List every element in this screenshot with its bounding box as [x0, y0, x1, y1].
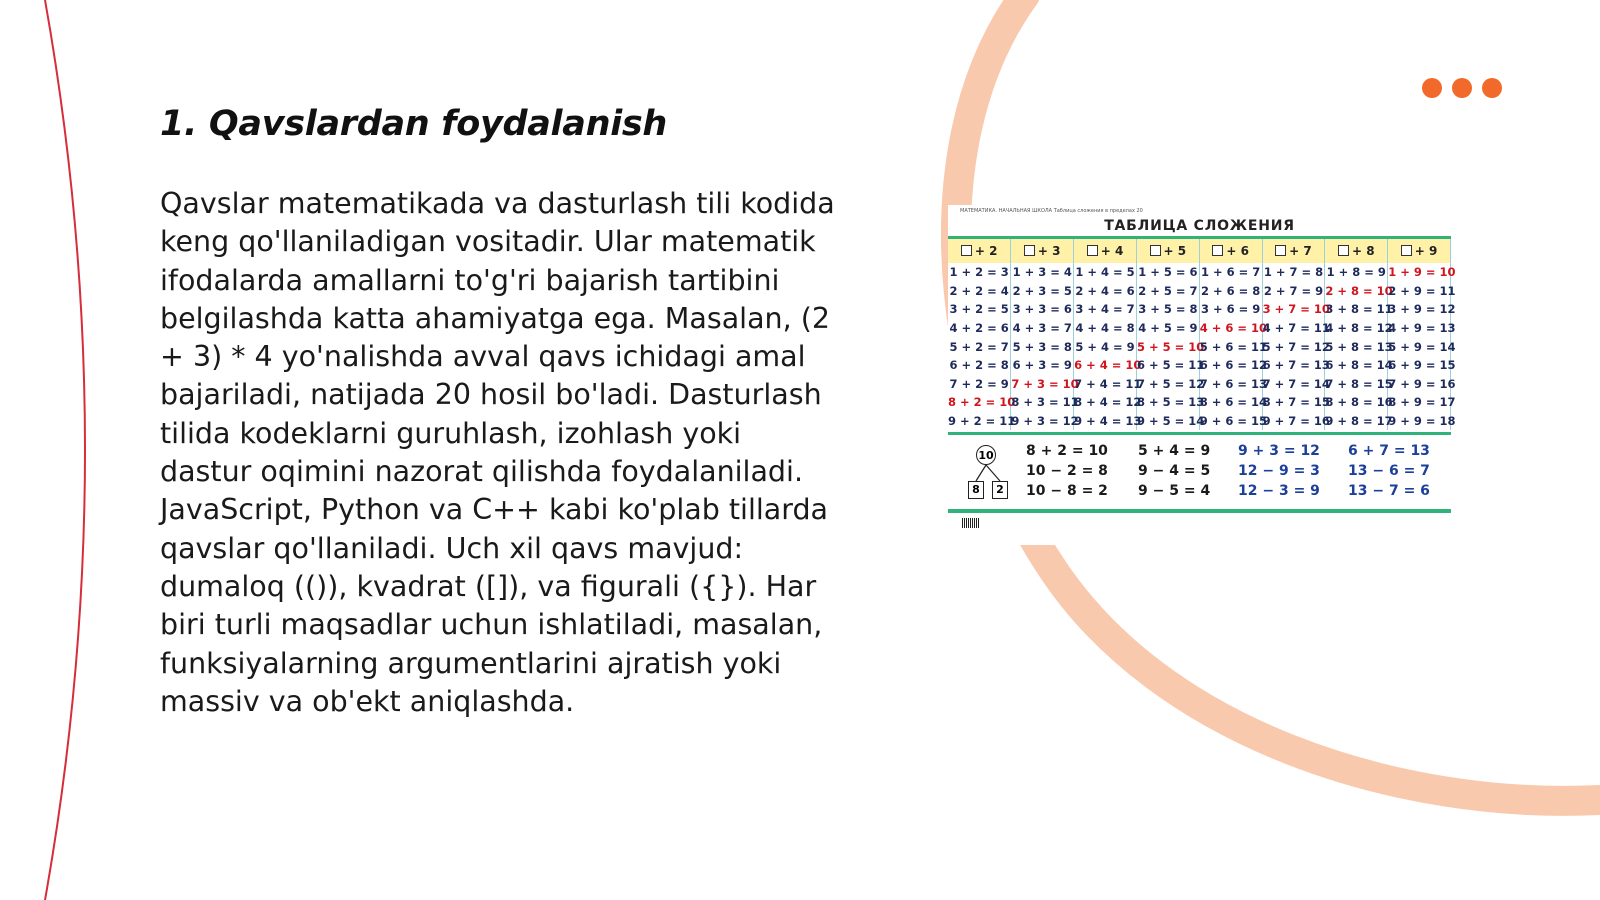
checkbox-square-icon	[1338, 245, 1349, 256]
column-header: + 4	[1074, 238, 1137, 264]
orange-dot	[1452, 78, 1472, 98]
poster-title: ТАБЛИЦА СЛОЖЕНИЯ	[1104, 218, 1295, 234]
table-cell: 5 + 2 = 7	[948, 337, 1011, 356]
checkbox-square-icon	[1087, 245, 1098, 256]
tree-top-number: 10	[976, 445, 996, 465]
tree-left-number: 8	[968, 481, 984, 499]
left-accent-line	[45, 0, 85, 900]
number-tree	[956, 443, 1012, 503]
example-equation: 12 − 3 = 9	[1238, 483, 1320, 500]
table-cell: 2 + 9 = 11	[1388, 282, 1451, 301]
table-cell: 6 + 2 = 8	[948, 356, 1011, 375]
table-cell: 4 + 6 = 10	[1199, 319, 1262, 338]
example-equation: 13 − 6 = 7	[1348, 463, 1430, 480]
table-cell: 3 + 2 = 5	[948, 300, 1011, 319]
poster-footer	[948, 513, 1451, 529]
table-cell: 8 + 7 = 15	[1262, 393, 1325, 412]
table-cell: 5 + 4 = 9	[1074, 337, 1137, 356]
poster-header-small: МАТЕМАТИКА. НАЧАЛЬНАЯ ШКОЛА Таблица сложения в пределах 20	[960, 208, 1143, 214]
table-cell: 6 + 8 = 14	[1325, 356, 1388, 375]
table-cell: 1 + 7 = 8	[1262, 263, 1325, 282]
table-cell: 1 + 3 = 4	[1011, 263, 1074, 282]
table-cell: 1 + 9 = 10	[1388, 263, 1451, 282]
table-row	[948, 319, 1451, 338]
barcode-icon	[962, 518, 980, 528]
table-cell: 1 + 6 = 7	[1199, 263, 1262, 282]
table-cell: 2 + 2 = 4	[948, 282, 1011, 301]
example-equation: 6 + 7 = 13	[1348, 443, 1430, 460]
checkbox-square-icon	[961, 245, 972, 256]
table-cell: 3 + 7 = 10	[1262, 300, 1325, 319]
orange-dot	[1482, 78, 1502, 98]
table-cell: 7 + 9 = 16	[1388, 375, 1451, 394]
number-composition-examples	[948, 432, 1451, 513]
table-row	[948, 375, 1451, 394]
table-cell: 8 + 2 = 10	[948, 393, 1011, 412]
checkbox-square-icon	[1275, 245, 1286, 256]
table-cell: 5 + 7 = 12	[1262, 337, 1325, 356]
table-cell: 5 + 3 = 8	[1011, 337, 1074, 356]
example-column	[1138, 441, 1210, 501]
table-cell: 9 + 9 = 18	[1388, 412, 1451, 431]
table-cell: 7 + 7 = 14	[1262, 375, 1325, 394]
example-equation: 5 + 4 = 9	[1138, 443, 1211, 460]
table-row	[948, 337, 1451, 356]
table-row	[948, 356, 1451, 375]
table-cell: 6 + 5 = 11	[1136, 356, 1199, 375]
column-header: + 2	[948, 238, 1011, 264]
table-cell: 8 + 8 = 16	[1325, 393, 1388, 412]
table-cell: 7 + 6 = 13	[1199, 375, 1262, 394]
table-cell: 3 + 4 = 7	[1074, 300, 1137, 319]
table-cell: 8 + 5 = 13	[1136, 393, 1199, 412]
table-cell: 8 + 4 = 12	[1074, 393, 1137, 412]
table-row	[948, 393, 1451, 412]
table-cell: 2 + 5 = 7	[1136, 282, 1199, 301]
table-cell: 3 + 3 = 6	[1011, 300, 1074, 319]
table-cell: 9 + 3 = 12	[1011, 412, 1074, 431]
table-cell: 4 + 8 = 12	[1325, 319, 1388, 338]
table-row	[948, 412, 1451, 431]
example-equation: 12 − 9 = 3	[1238, 463, 1320, 480]
table-cell: 7 + 2 = 9	[948, 375, 1011, 394]
table-cell: 4 + 5 = 9	[1136, 319, 1199, 338]
table-cell: 4 + 4 = 8	[1074, 319, 1137, 338]
example-column	[1348, 441, 1430, 501]
table-cell: 7 + 5 = 12	[1136, 375, 1199, 394]
table-row	[948, 300, 1451, 319]
table-cell: 3 + 5 = 8	[1136, 300, 1199, 319]
table-cell: 1 + 4 = 5	[1074, 263, 1137, 282]
table-cell: 4 + 9 = 13	[1388, 319, 1451, 338]
table-cell: 9 + 4 = 13	[1074, 412, 1137, 431]
table-cell: 7 + 4 = 11	[1074, 375, 1137, 394]
checkbox-square-icon	[1401, 245, 1412, 256]
table-cell: 1 + 8 = 9	[1325, 263, 1388, 282]
table-cell: 2 + 3 = 5	[1011, 282, 1074, 301]
table-cell: 9 + 5 = 14	[1136, 412, 1199, 431]
table-cell: 1 + 2 = 3	[948, 263, 1011, 282]
table-cell: 9 + 2 = 11	[948, 412, 1011, 431]
table-cell: 6 + 9 = 15	[1388, 356, 1451, 375]
example-column	[1238, 441, 1320, 501]
column-header: + 5	[1136, 238, 1199, 264]
example-column	[1026, 441, 1108, 501]
table-cell: 6 + 7 = 13	[1262, 356, 1325, 375]
table-cell: 1 + 5 = 6	[1136, 263, 1199, 282]
table-cell: 8 + 6 = 14	[1199, 393, 1262, 412]
table-cell: 8 + 9 = 17	[1388, 393, 1451, 412]
table-cell: 2 + 8 = 10	[1325, 282, 1388, 301]
table-cell: 2 + 4 = 6	[1074, 282, 1137, 301]
table-cell: 5 + 6 = 11	[1199, 337, 1262, 356]
checkbox-square-icon	[1150, 245, 1161, 256]
example-equation: 10 − 8 = 2	[1026, 483, 1108, 500]
addition-table-poster	[948, 205, 1456, 545]
column-header: + 6	[1199, 238, 1262, 264]
table-cell: 7 + 8 = 15	[1325, 375, 1388, 394]
column-header: + 9	[1388, 238, 1451, 264]
table-cell: 5 + 9 = 14	[1388, 337, 1451, 356]
tree-right-number: 2	[992, 481, 1008, 499]
table-cell: 6 + 6 = 12	[1199, 356, 1262, 375]
table-cell: 3 + 9 = 12	[1388, 300, 1451, 319]
example-equation: 9 − 4 = 5	[1138, 463, 1211, 480]
table-cell: 6 + 3 = 9	[1011, 356, 1074, 375]
column-header: + 3	[1011, 238, 1074, 264]
column-header: + 8	[1325, 238, 1388, 264]
example-equation: 13 − 7 = 6	[1348, 483, 1430, 500]
table-cell: 3 + 6 = 9	[1199, 300, 1262, 319]
table-cell: 5 + 8 = 13	[1325, 337, 1388, 356]
table-row	[948, 263, 1451, 282]
table-row	[948, 282, 1451, 301]
table-cell: 4 + 3 = 7	[1011, 319, 1074, 338]
example-equation: 9 − 5 = 4	[1138, 483, 1211, 500]
example-equation: 8 + 2 = 10	[1026, 443, 1108, 460]
table-cell: 6 + 4 = 10	[1074, 356, 1137, 375]
table-cell: 2 + 6 = 8	[1199, 282, 1262, 301]
table-cell: 9 + 8 = 17	[1325, 412, 1388, 431]
table-cell: 8 + 3 = 11	[1011, 393, 1074, 412]
table-cell: 9 + 7 = 16	[1262, 412, 1325, 431]
decorative-dots	[1422, 78, 1502, 98]
table-cell: 3 + 8 = 11	[1325, 300, 1388, 319]
table-cell: 9 + 6 = 15	[1199, 412, 1262, 431]
table-cell: 4 + 2 = 6	[948, 319, 1011, 338]
example-equation: 9 + 3 = 12	[1238, 443, 1320, 460]
table-cell: 4 + 7 = 11	[1262, 319, 1325, 338]
column-header: + 7	[1262, 238, 1325, 264]
table-cell: 7 + 3 = 10	[1011, 375, 1074, 394]
example-equation: 10 − 2 = 8	[1026, 463, 1108, 480]
slide-title: 1. Qavslardan foydalanish	[160, 104, 668, 144]
table-cell: 5 + 5 = 10	[1136, 337, 1199, 356]
checkbox-square-icon	[1212, 245, 1223, 256]
checkbox-square-icon	[1024, 245, 1035, 256]
addition-table	[948, 236, 1456, 430]
orange-dot	[1422, 78, 1442, 98]
table-cell: 2 + 7 = 9	[1262, 282, 1325, 301]
slide-paragraph: Qavslar matematikada va dasturlash tili kodida keng qo'llaniladigan vositadir. Ular matematik ifodalarda amallarni to'g'ri bajarish tartibini belgilashda katta ahamiyatga ega. Masalan, (2 + 3) * 4 yo'nalishda avval qavs ichidagi amal bajariladi, natijada 20 hosil bo'ladi. Dasturlash tilida kodeklarni guruhlash, izohlash yoki dastur oqimini nazorat qilishda foydalaniladi. JavaScript, Python va C++ kabi ko'plab tillarda qavslar qo'llaniladi. Uch xil qavs mavjud: dumaloq (()), kvadrat ([]), va figurali ({}). Har biri turli maqsadlar uchun ishlatiladi, masalan, funksiyalarning argumentlarini ajratish yoki massiv va ob'ekt aniqlashda.	[160, 187, 835, 718]
